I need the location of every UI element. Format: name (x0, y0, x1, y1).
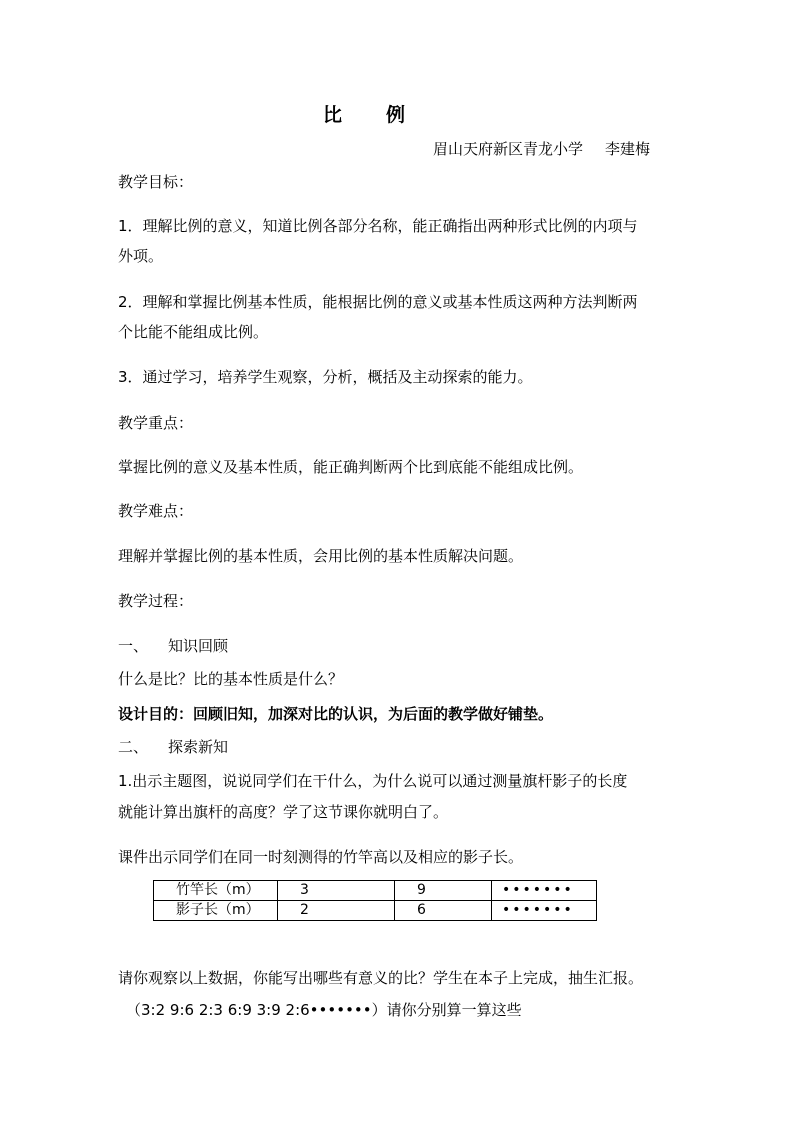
section-1-heading (118, 636, 228, 656)
objective-1-line-2: 外项。 (118, 247, 164, 265)
table-cell: ••••••• (492, 881, 597, 901)
after-table-line-2: （3:2 9:6 2:3 6:9 3:9 2:6•••••••）请你分别算一算这些 (126, 1001, 522, 1019)
author-school: 眉山天府新区青龙小学 (433, 140, 584, 158)
table-row (154, 881, 597, 901)
section-1-number: 一、 (118, 637, 149, 655)
objectives-heading: 教学目标： (118, 173, 194, 191)
page-title (323, 100, 405, 127)
section-1-question: 什么是比？比的基本性质是什么？ (118, 670, 344, 688)
table-cell: ••••••• (492, 901, 597, 921)
section-2-heading (118, 737, 228, 757)
section-2-title: 探索新知 (168, 738, 229, 756)
key-points-text: 掌握比例的意义及基本性质，能正确判断两个比到底能不能组成比例。 (118, 458, 584, 476)
key-points-heading: 教学重点： (118, 414, 194, 432)
table-cell: 3 (278, 881, 395, 901)
author-line (433, 138, 650, 159)
objective-2-line-2: 个比能不能组成比例。 (118, 323, 269, 341)
objective-3: 3．通过学习，培养学生观察，分析，概括及主动探索的能力。 (118, 368, 533, 386)
table-intro: 课件出示同学们在同一时刻测得的竹竿高以及相应的影子长。 (118, 848, 524, 866)
objective-2-line-1: 2．理解和掌握比例基本性质，能根据比例的意义或基本性质这两种方法判断两 (118, 293, 638, 311)
table-row (154, 901, 597, 921)
section-1-title: 知识回顾 (168, 637, 229, 655)
section-2-number: 二、 (118, 738, 149, 756)
table-cell: 9 (395, 881, 492, 901)
table-cell: 影子长（m） (154, 901, 278, 921)
process-heading: 教学过程： (118, 592, 194, 610)
table-cell: 6 (395, 901, 492, 921)
difficulties-heading: 教学难点： (118, 502, 194, 520)
title-char-1: 比 (323, 104, 343, 126)
difficulties-text: 理解并掌握比例的基本性质，会用比例的基本性质解决问题。 (118, 547, 524, 565)
table-cell: 竹竿长（m） (154, 881, 278, 901)
section-1-purpose: 设计目的：回顾旧知，加深对比的认识，为后面的教学做好铺垫。 (118, 705, 554, 723)
measurement-table (153, 880, 597, 921)
step-1-line-2: 就能计算出旗杆的高度？学了这节课你就明白了。 (118, 803, 449, 821)
title-char-2: 例 (386, 104, 406, 126)
table-cell: 2 (278, 901, 395, 921)
author-name: 李建梅 (605, 140, 651, 158)
after-table-line-1: 请你观察以上数据，你能写出哪些有意义的比？学生在本子上完成，抽生汇报。 (118, 969, 644, 987)
step-1-line-1: 1.出示主题图，说说同学们在干什么，为什么说可以通过测量旗杆影子的长度 (118, 772, 628, 790)
objective-1-line-1: 1．理解比例的意义，知道比例各部分名称，能正确指出两种形式比例的内项与 (118, 217, 638, 235)
